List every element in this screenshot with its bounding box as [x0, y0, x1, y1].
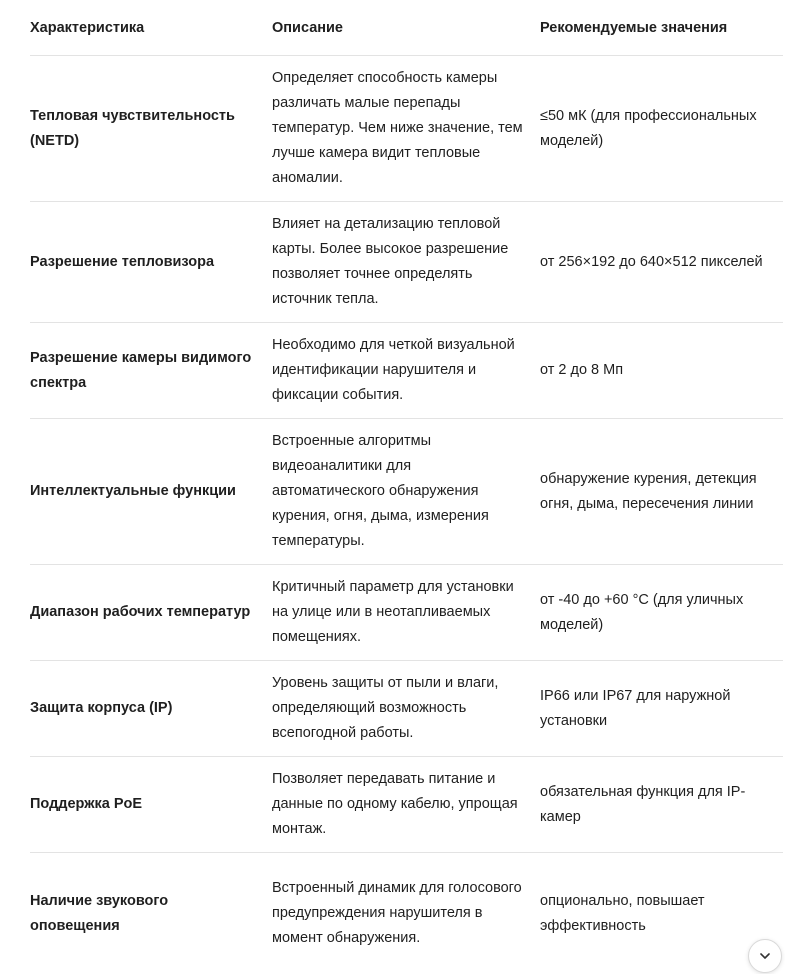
table-row — [30, 323, 783, 419]
row-description: Влияет на детализацию тепловой карты. Более высокое разрешение позволяет точнее определять источник тепла. — [272, 216, 509, 307]
table-row — [30, 565, 783, 661]
header-characteristic: Характеристика — [30, 20, 145, 36]
table-row — [30, 661, 783, 757]
row-value: опционально, повышает эффективность — [540, 892, 705, 934]
row-value: от 2 до 8 Мп — [540, 362, 624, 378]
table-row — [30, 202, 783, 323]
table-row — [30, 56, 783, 202]
row-name: Разрешение тепловизора — [30, 253, 215, 270]
table-row — [30, 853, 783, 974]
row-name: Наличие звукового оповещения — [30, 892, 169, 934]
header-recommended: Рекомендуемые значения — [540, 20, 728, 36]
row-value: от 256×192 до 640×512 пикселей — [540, 253, 763, 270]
row-value: от -40 до +60 °C (для уличных моделей) — [540, 591, 744, 633]
scroll-down-button[interactable] — [748, 939, 782, 973]
row-name: Интеллектуальные функции — [30, 483, 236, 499]
row-name: Поддержка PoE — [30, 796, 143, 812]
row-name: Тепловая чувствительность (NETD) — [30, 107, 235, 149]
row-value: IP66 или IP67 для наружной установки — [540, 687, 731, 729]
row-description: Уровень защиты от пыли и влаги, определяющий возможность всепогодной работы. — [272, 675, 499, 741]
row-description: Встроенные алгоритмы видеоаналитики для автоматического обнаружения курения, огня, дыма, измерения температуры. — [272, 433, 489, 549]
row-description: Критичный параметр для установки на улице или в неотапливаемых помещениях. — [272, 579, 514, 645]
header-description: Описание — [272, 20, 343, 36]
row-name: Диапазон рабочих температур — [30, 604, 251, 620]
row-description: Встроенный динамик для голосового предупреждения нарушителя в момент обнаружения. — [272, 880, 522, 946]
row-value: обнаружение курения, детекция огня, дыма, пересечения линии — [540, 470, 757, 512]
table-row — [30, 419, 783, 565]
row-value: обязательная функция для IP-камер — [540, 783, 746, 825]
spec-table — [30, 0, 783, 974]
row-description: Позволяет передавать питание и данные по одному кабелю, упрощая монтаж. — [272, 771, 518, 837]
row-value: ≤50 мК (для профессиональных моделей) — [540, 107, 757, 149]
row-name: Защита корпуса (IP) — [30, 700, 173, 716]
row-name: Разрешение камеры видимого спектра — [30, 349, 252, 391]
table-header-row — [30, 0, 783, 56]
row-description: Необходимо для четкой визуальной идентификации нарушителя и фиксации события. — [272, 337, 515, 403]
chevron-down-icon — [758, 949, 772, 963]
table-row — [30, 757, 783, 853]
row-description: Определяет способность камеры различать малые перепады температур. Чем ниже значение, тем лучше камера видит тепловые аномалии. — [272, 70, 523, 186]
